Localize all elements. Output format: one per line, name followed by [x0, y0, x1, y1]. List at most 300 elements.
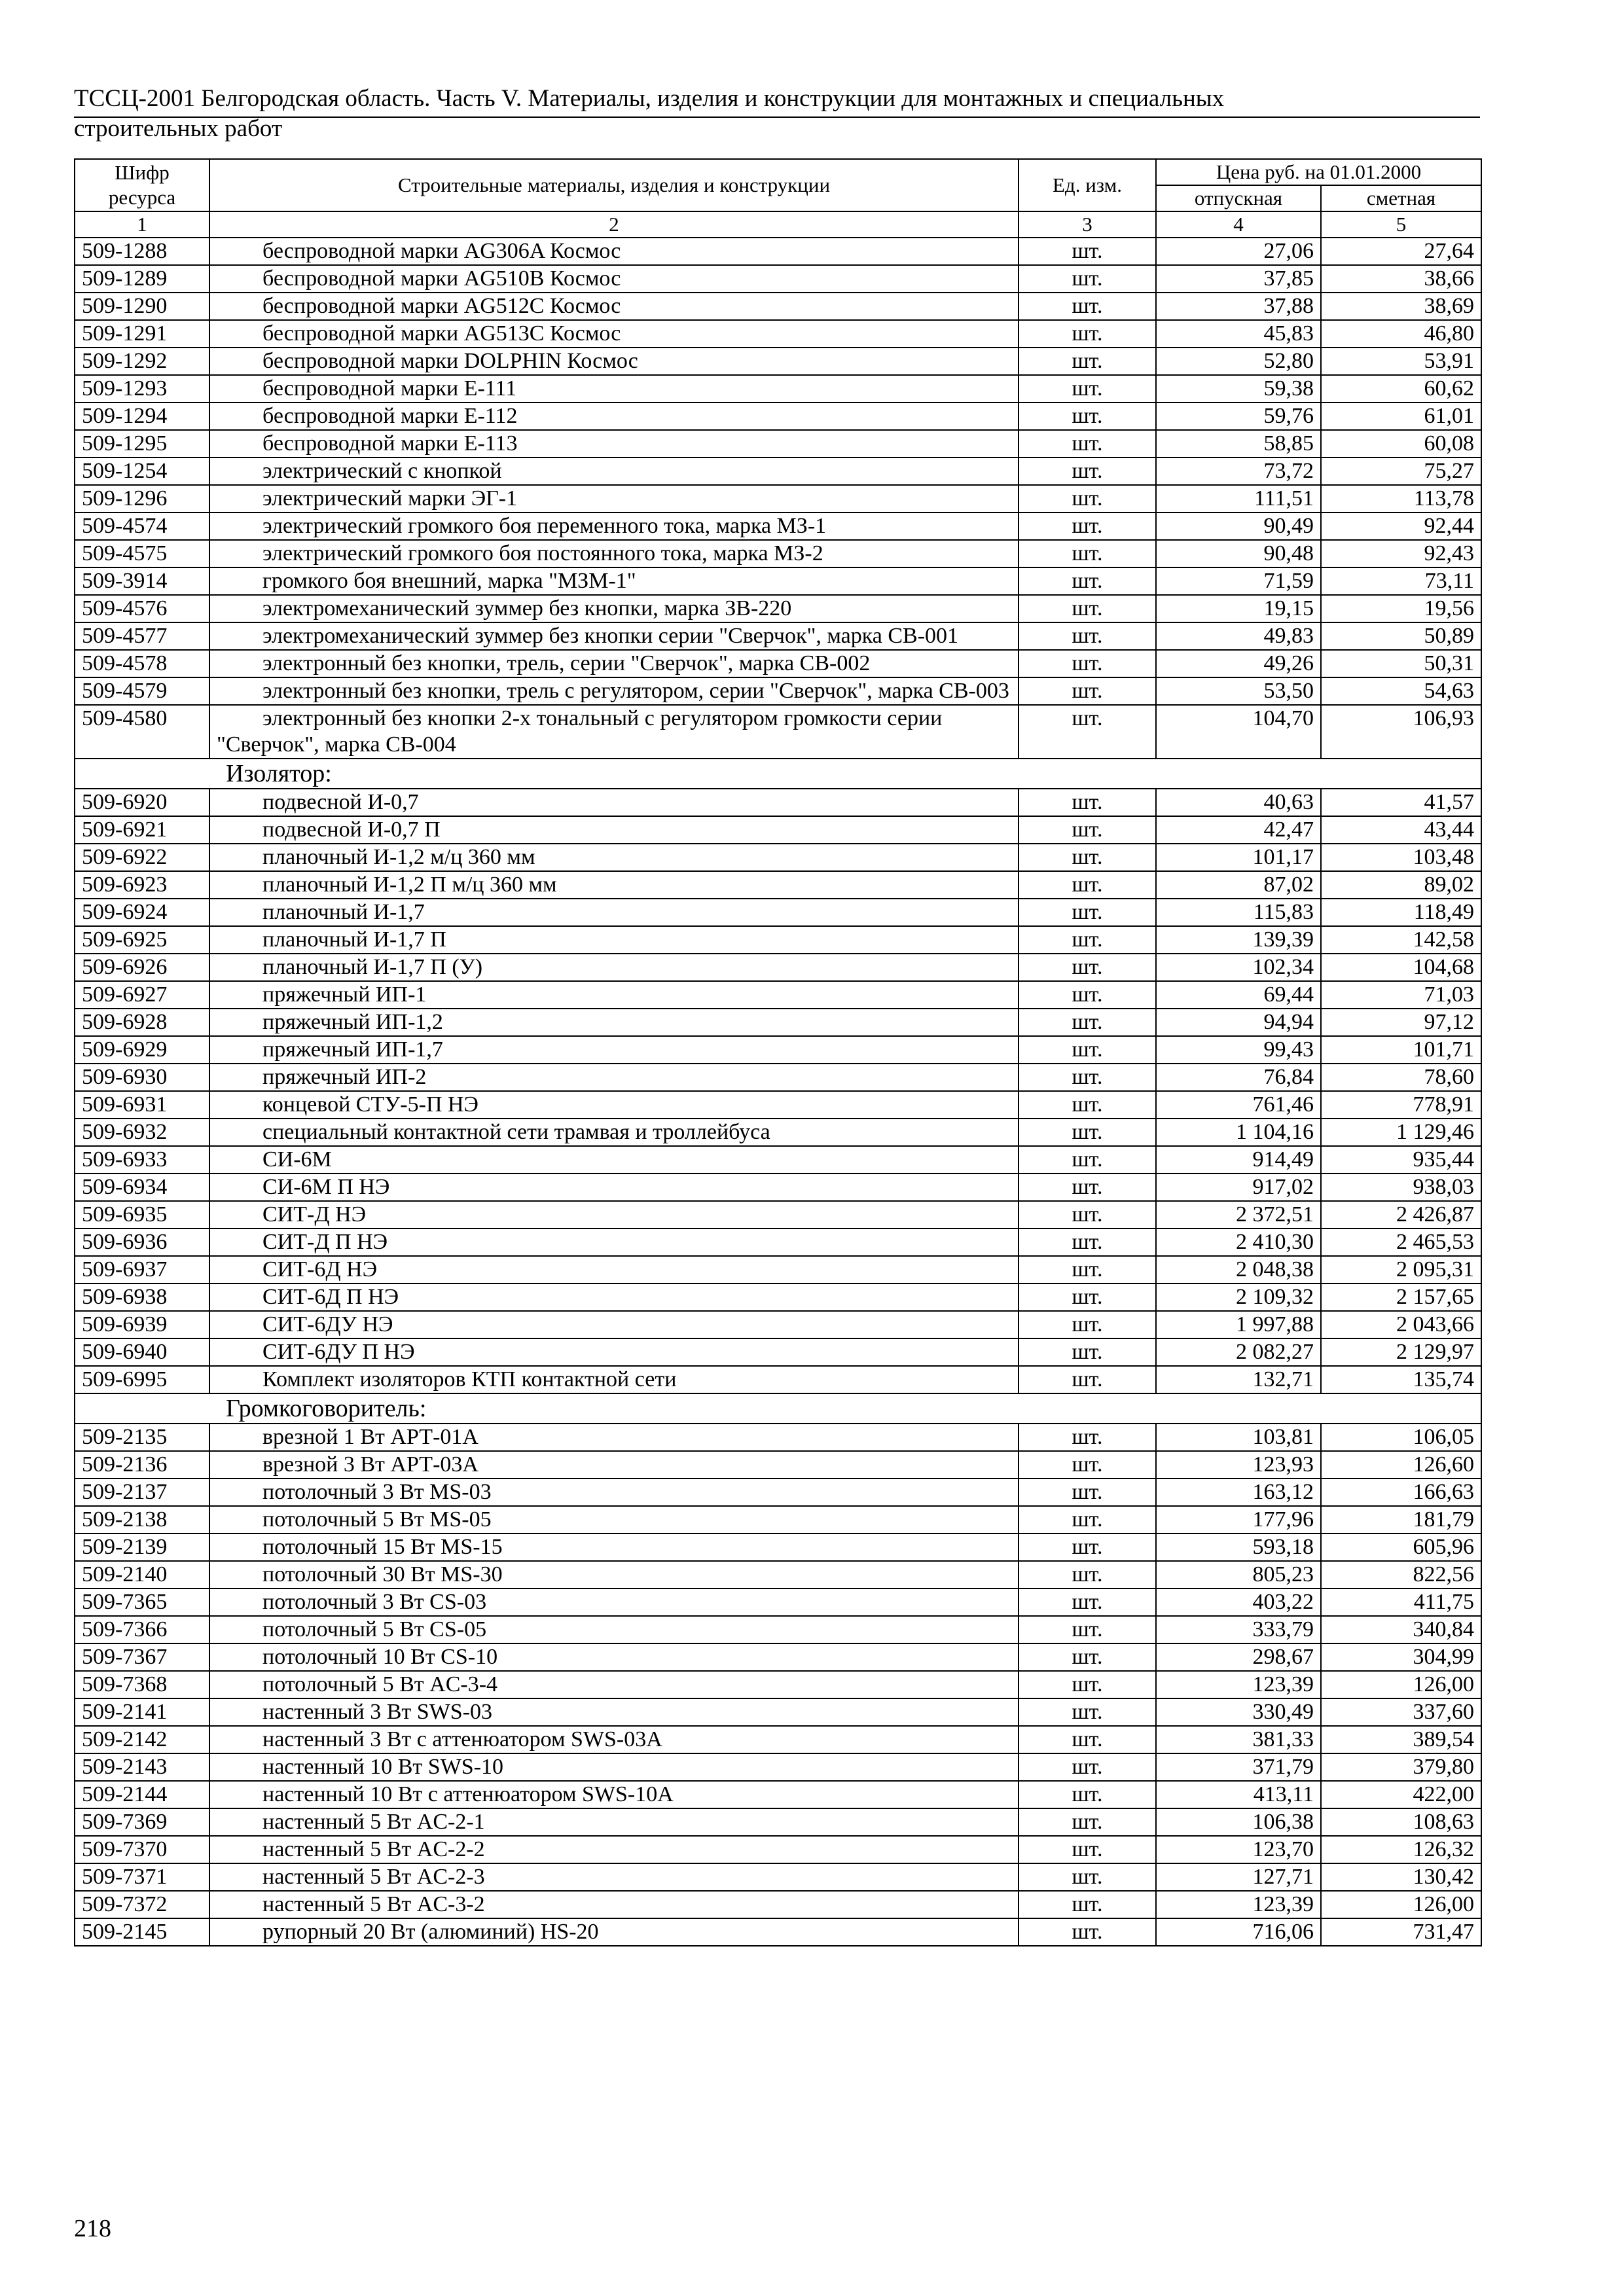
unit-cell: шт. [1019, 375, 1156, 403]
col-number: 2 [209, 211, 1019, 238]
table-row [75, 1643, 1481, 1671]
page-number: 218 [74, 2215, 111, 2242]
table-row [75, 1671, 1481, 1698]
resource-code: 509-6927 [75, 981, 209, 1009]
price-estimate: 75,27 [1321, 457, 1481, 485]
page-header [74, 84, 1480, 144]
table-row [75, 1283, 1481, 1311]
table-row [75, 1091, 1481, 1119]
resource-code: 509-6995 [75, 1366, 209, 1393]
item-name: пряжечный ИП-1,7 [209, 1036, 1019, 1064]
unit-cell: шт. [1019, 1036, 1156, 1064]
resource-code: 509-4574 [75, 512, 209, 540]
price-estimate: 2 157,65 [1321, 1283, 1481, 1311]
table-row [75, 1726, 1481, 1753]
price-estimate: 389,54 [1321, 1726, 1481, 1753]
unit-cell: шт. [1019, 238, 1156, 265]
item-name: СИТ-Д П НЭ [209, 1229, 1019, 1256]
price-sell: 76,84 [1156, 1064, 1321, 1091]
table-row [75, 1256, 1481, 1283]
item-name: планочный И-1,7 [209, 899, 1019, 926]
unit-cell: шт. [1019, 265, 1156, 293]
item-name: СИТ-6Д НЭ [209, 1256, 1019, 1283]
item-name: потолочный 3 Вт MS-03 [209, 1479, 1019, 1506]
price-sell: 59,38 [1156, 375, 1321, 403]
price-estimate: 126,00 [1321, 1671, 1481, 1698]
resource-code: 509-6932 [75, 1119, 209, 1146]
resource-code: 509-1293 [75, 375, 209, 403]
price-estimate: 142,58 [1321, 926, 1481, 954]
unit-cell: шт. [1019, 1201, 1156, 1229]
price-estimate: 2 426,87 [1321, 1201, 1481, 1229]
price-sell: 40,63 [1156, 789, 1321, 816]
table-row [75, 348, 1481, 375]
item-name: СИ-6М [209, 1146, 1019, 1174]
price-sell: 58,85 [1156, 430, 1321, 457]
price-estimate: 2 129,97 [1321, 1338, 1481, 1366]
resource-code: 509-2139 [75, 1534, 209, 1561]
item-name: беспроводной марки AG306A Космос [209, 238, 1019, 265]
price-estimate: 106,93 [1321, 705, 1481, 759]
price-sell: 104,70 [1156, 705, 1321, 759]
price-sell: 917,02 [1156, 1174, 1321, 1201]
unit-cell: шт. [1019, 1424, 1156, 1451]
table-row [75, 1753, 1481, 1781]
price-estimate: 731,47 [1321, 1918, 1481, 1946]
price-estimate: 97,12 [1321, 1009, 1481, 1036]
table-row [75, 1534, 1481, 1561]
unit-cell: шт. [1019, 1698, 1156, 1726]
col-header-code: Шифр ресурса [75, 159, 209, 211]
table-row [75, 844, 1481, 871]
resource-code: 509-4578 [75, 650, 209, 677]
price-sell: 330,49 [1156, 1698, 1321, 1726]
resource-code: 509-7367 [75, 1643, 209, 1671]
unit-cell: шт. [1019, 293, 1156, 320]
item-name: громкого боя внешний, марка "МЗМ-1" [209, 567, 1019, 595]
item-name: потолочный 30 Вт MS-30 [209, 1561, 1019, 1588]
price-estimate: 113,78 [1321, 485, 1481, 512]
col-number: 3 [1019, 211, 1156, 238]
price-estimate: 337,60 [1321, 1698, 1481, 1726]
price-sell: 99,43 [1156, 1036, 1321, 1064]
col-header-price: Цена руб. на 01.01.2000 [1156, 159, 1481, 185]
price-estimate: 50,89 [1321, 622, 1481, 650]
price-sell: 106,38 [1156, 1808, 1321, 1836]
item-name: СИТ-6ДУ П НЭ [209, 1338, 1019, 1366]
col-header-price-est: сметная [1321, 185, 1481, 211]
price-estimate: 103,48 [1321, 844, 1481, 871]
unit-cell: шт. [1019, 871, 1156, 899]
resource-code: 509-6929 [75, 1036, 209, 1064]
section-row [75, 1393, 1481, 1424]
resource-code: 509-6925 [75, 926, 209, 954]
column-numbers-row [75, 211, 1481, 238]
table-row [75, 567, 1481, 595]
item-name: потолочный 3 Вт CS-03 [209, 1588, 1019, 1616]
price-estimate: 53,91 [1321, 348, 1481, 375]
resource-code: 509-6921 [75, 816, 209, 844]
item-name: беспроводной марки E-112 [209, 403, 1019, 430]
item-name: подвесной И-0,7 П [209, 816, 1019, 844]
table-row [75, 705, 1481, 759]
resource-code: 509-1290 [75, 293, 209, 320]
resource-code: 509-1296 [75, 485, 209, 512]
price-sell: 49,83 [1156, 622, 1321, 650]
price-estimate: 73,11 [1321, 567, 1481, 595]
price-sell: 123,93 [1156, 1451, 1321, 1479]
resource-code: 509-2140 [75, 1561, 209, 1588]
price-sell: 45,83 [1156, 320, 1321, 348]
unit-cell: шт. [1019, 899, 1156, 926]
table-row [75, 1009, 1481, 1036]
unit-cell: шт. [1019, 1119, 1156, 1146]
price-sell: 94,94 [1156, 1009, 1321, 1036]
unit-cell: шт. [1019, 1091, 1156, 1119]
price-sell: 298,67 [1156, 1643, 1321, 1671]
price-sell: 761,46 [1156, 1091, 1321, 1119]
table-body [75, 238, 1481, 1946]
item-name: беспроводной марки E-113 [209, 430, 1019, 457]
table-row [75, 871, 1481, 899]
unit-cell: шт. [1019, 1918, 1156, 1946]
resource-code: 509-6937 [75, 1256, 209, 1283]
price-sell: 716,06 [1156, 1918, 1321, 1946]
price-estimate: 106,05 [1321, 1424, 1481, 1451]
price-estimate: 43,44 [1321, 816, 1481, 844]
price-sell: 87,02 [1156, 871, 1321, 899]
resource-code: 509-2137 [75, 1479, 209, 1506]
unit-cell: шт. [1019, 1671, 1156, 1698]
resource-code: 509-6920 [75, 789, 209, 816]
table-row [75, 1174, 1481, 1201]
item-name: СИТ-Д НЭ [209, 1201, 1019, 1229]
resource-code: 509-1288 [75, 238, 209, 265]
item-name: потолочный 5 Вт MS-05 [209, 1506, 1019, 1534]
resource-code: 509-6928 [75, 1009, 209, 1036]
unit-cell: шт. [1019, 1479, 1156, 1506]
price-estimate: 126,60 [1321, 1451, 1481, 1479]
unit-cell: шт. [1019, 1863, 1156, 1891]
resource-code: 509-6924 [75, 899, 209, 926]
resource-code: 509-2145 [75, 1918, 209, 1946]
item-name: беспроводной марки AG512C Космос [209, 293, 1019, 320]
table-row [75, 1064, 1481, 1091]
item-name: потолочный 10 Вт CS-10 [209, 1643, 1019, 1671]
unit-cell: шт. [1019, 1009, 1156, 1036]
unit-cell: шт. [1019, 320, 1156, 348]
resource-code: 509-1254 [75, 457, 209, 485]
resource-code: 509-7371 [75, 1863, 209, 1891]
item-name: беспроводной марки E-111 [209, 375, 1019, 403]
price-sell: 71,59 [1156, 567, 1321, 595]
price-estimate: 104,68 [1321, 954, 1481, 981]
unit-cell: шт. [1019, 512, 1156, 540]
resource-code: 509-6936 [75, 1229, 209, 1256]
price-sell: 19,15 [1156, 595, 1321, 622]
resource-code: 509-2135 [75, 1424, 209, 1451]
unit-cell: шт. [1019, 1726, 1156, 1753]
price-estimate: 92,43 [1321, 540, 1481, 567]
item-name: планочный И-1,7 П [209, 926, 1019, 954]
item-name: электрический марки ЭГ-1 [209, 485, 1019, 512]
price-sell: 49,26 [1156, 650, 1321, 677]
resource-code: 509-4575 [75, 540, 209, 567]
unit-cell: шт. [1019, 789, 1156, 816]
resource-code: 509-4580 [75, 705, 209, 759]
unit-cell: шт. [1019, 1506, 1156, 1534]
table-row [75, 1863, 1481, 1891]
item-name: электронный без кнопки, трель с регулятором, серии "Сверчок", марка СВ-003 [209, 677, 1019, 705]
resource-code: 509-6940 [75, 1338, 209, 1366]
resource-code: 509-7370 [75, 1836, 209, 1863]
item-name: настенный 10 Вт с аттенюатором SWS-10А [209, 1781, 1019, 1808]
resource-code: 509-1295 [75, 430, 209, 457]
item-name: электрический с кнопкой [209, 457, 1019, 485]
col-header-name: Строительные материалы, изделия и конструкции [209, 159, 1019, 211]
table-row [75, 1891, 1481, 1918]
price-sell: 403,22 [1156, 1588, 1321, 1616]
item-name: настенный 5 Вт AC-2-1 [209, 1808, 1019, 1836]
item-name: врезной 1 Вт АРТ-01А [209, 1424, 1019, 1451]
item-name: специальный контактной сети трамвая и троллейбуса [209, 1119, 1019, 1146]
table-row [75, 1836, 1481, 1863]
price-estimate: 2 095,31 [1321, 1256, 1481, 1283]
price-sell: 123,70 [1156, 1836, 1321, 1863]
resource-code: 509-1294 [75, 403, 209, 430]
unit-cell: шт. [1019, 1064, 1156, 1091]
price-sell: 132,71 [1156, 1366, 1321, 1393]
price-sell: 73,72 [1156, 457, 1321, 485]
item-name: настенный 5 Вт AC-3-2 [209, 1891, 1019, 1918]
price-estimate: 340,84 [1321, 1616, 1481, 1643]
price-estimate: 411,75 [1321, 1588, 1481, 1616]
price-sell: 123,39 [1156, 1671, 1321, 1698]
unit-cell: шт. [1019, 1451, 1156, 1479]
item-name: беспроводной марки AG510B Космос [209, 265, 1019, 293]
table-row [75, 485, 1481, 512]
unit-cell: шт. [1019, 622, 1156, 650]
price-sell: 42,47 [1156, 816, 1321, 844]
price-estimate: 778,91 [1321, 1091, 1481, 1119]
unit-cell: шт. [1019, 1256, 1156, 1283]
price-estimate: 60,08 [1321, 430, 1481, 457]
table-row [75, 899, 1481, 926]
price-sell: 111,51 [1156, 485, 1321, 512]
price-estimate: 126,00 [1321, 1891, 1481, 1918]
table-row [75, 954, 1481, 981]
unit-cell: шт. [1019, 816, 1156, 844]
price-estimate: 89,02 [1321, 871, 1481, 899]
table-row [75, 650, 1481, 677]
price-sell: 37,85 [1156, 265, 1321, 293]
table-row [75, 1479, 1481, 1506]
item-name: пряжечный ИП-1,2 [209, 1009, 1019, 1036]
price-estimate: 50,31 [1321, 650, 1481, 677]
unit-cell: шт. [1019, 1808, 1156, 1836]
unit-cell: шт. [1019, 677, 1156, 705]
table-row [75, 1451, 1481, 1479]
unit-cell: шт. [1019, 1534, 1156, 1561]
unit-cell: шт. [1019, 844, 1156, 871]
price-estimate: 126,32 [1321, 1836, 1481, 1863]
header-rule [74, 117, 1480, 118]
price-estimate: 27,64 [1321, 238, 1481, 265]
table-row [75, 981, 1481, 1009]
unit-cell: шт. [1019, 1643, 1156, 1671]
price-estimate: 38,66 [1321, 265, 1481, 293]
table-row [75, 677, 1481, 705]
table-row [75, 1036, 1481, 1064]
price-estimate: 71,03 [1321, 981, 1481, 1009]
resource-code: 509-1289 [75, 265, 209, 293]
price-estimate: 108,63 [1321, 1808, 1481, 1836]
item-name: Комплект изоляторов КТП контактной сети [209, 1366, 1019, 1393]
price-sell: 163,12 [1156, 1479, 1321, 1506]
price-sell: 37,88 [1156, 293, 1321, 320]
item-name: электромеханический зуммер без кнопки, марка ЗВ-220 [209, 595, 1019, 622]
price-estimate: 935,44 [1321, 1146, 1481, 1174]
item-name: настенный 5 Вт AC-2-2 [209, 1836, 1019, 1863]
price-sell: 1 104,16 [1156, 1119, 1321, 1146]
resource-code: 509-6933 [75, 1146, 209, 1174]
price-estimate: 135,74 [1321, 1366, 1481, 1393]
price-sell: 371,79 [1156, 1753, 1321, 1781]
resource-code: 509-7365 [75, 1588, 209, 1616]
table-row [75, 1808, 1481, 1836]
item-name: настенный 10 Вт SWS-10 [209, 1753, 1019, 1781]
item-name: электрический громкого боя постоянного тока, марка МЗ-2 [209, 540, 1019, 567]
price-sell: 69,44 [1156, 981, 1321, 1009]
price-sell: 139,39 [1156, 926, 1321, 954]
resource-code: 509-1291 [75, 320, 209, 348]
table-row [75, 1588, 1481, 1616]
price-estimate: 60,62 [1321, 375, 1481, 403]
table-row [75, 1781, 1481, 1808]
unit-cell: шт. [1019, 1229, 1156, 1256]
unit-cell: шт. [1019, 705, 1156, 759]
unit-cell: шт. [1019, 1781, 1156, 1808]
unit-cell: шт. [1019, 1753, 1156, 1781]
unit-cell: шт. [1019, 348, 1156, 375]
price-sell: 2 048,38 [1156, 1256, 1321, 1283]
price-estimate: 938,03 [1321, 1174, 1481, 1201]
col-header-unit: Ед. изм. [1019, 159, 1156, 211]
price-estimate: 822,56 [1321, 1561, 1481, 1588]
resource-code: 509-6930 [75, 1064, 209, 1091]
unit-cell: шт. [1019, 954, 1156, 981]
table-row [75, 1506, 1481, 1534]
table-row [75, 1616, 1481, 1643]
price-sell: 2 109,32 [1156, 1283, 1321, 1311]
resource-code: 509-7369 [75, 1808, 209, 1836]
price-sell: 593,18 [1156, 1534, 1321, 1561]
price-sell: 102,34 [1156, 954, 1321, 981]
price-sell: 1 997,88 [1156, 1311, 1321, 1338]
table-row [75, 595, 1481, 622]
unit-cell: шт. [1019, 595, 1156, 622]
unit-cell: шт. [1019, 650, 1156, 677]
price-estimate: 61,01 [1321, 403, 1481, 430]
unit-cell: шт. [1019, 457, 1156, 485]
table-row [75, 457, 1481, 485]
table-row [75, 403, 1481, 430]
table-row [75, 430, 1481, 457]
item-name: настенный 3 Вт с аттенюатором SWS-03А [209, 1726, 1019, 1753]
resource-code: 509-4577 [75, 622, 209, 650]
table-row [75, 238, 1481, 265]
resource-code: 509-2142 [75, 1726, 209, 1753]
resource-code: 509-2144 [75, 1781, 209, 1808]
item-name: настенный 3 Вт SWS-03 [209, 1698, 1019, 1726]
unit-cell: шт. [1019, 1311, 1156, 1338]
section-title-insulator: Изолятор: [75, 759, 1481, 789]
item-name: электронный без кнопки, трель, серии "Сверчок", марка СВ-002 [209, 650, 1019, 677]
price-estimate: 54,63 [1321, 677, 1481, 705]
unit-cell: шт. [1019, 981, 1156, 1009]
price-sell: 2 082,27 [1156, 1338, 1321, 1366]
resource-code: 509-2143 [75, 1753, 209, 1781]
price-estimate: 166,63 [1321, 1479, 1481, 1506]
price-sell: 177,96 [1156, 1506, 1321, 1534]
price-sell: 115,83 [1156, 899, 1321, 926]
item-name: планочный И-1,2 П м/ц 360 мм [209, 871, 1019, 899]
item-name: потолочный 5 Вт CS-05 [209, 1616, 1019, 1643]
col-number: 4 [1156, 211, 1321, 238]
header-title-line1: ТССЦ-2001 Белгородская область. Часть V. Материалы, изделия и конструкции для монтажных и специальных [74, 85, 1225, 112]
table-row [75, 1311, 1481, 1338]
table-row [75, 1146, 1481, 1174]
price-estimate: 78,60 [1321, 1064, 1481, 1091]
unit-cell: шт. [1019, 1891, 1156, 1918]
price-estimate: 181,79 [1321, 1506, 1481, 1534]
item-name: пряжечный ИП-2 [209, 1064, 1019, 1091]
table-row [75, 512, 1481, 540]
price-sell: 101,17 [1156, 844, 1321, 871]
price-estimate: 304,99 [1321, 1643, 1481, 1671]
price-sell: 127,71 [1156, 1863, 1321, 1891]
resource-code: 509-6922 [75, 844, 209, 871]
unit-cell: шт. [1019, 1146, 1156, 1174]
price-sell: 413,11 [1156, 1781, 1321, 1808]
price-sell: 90,49 [1156, 512, 1321, 540]
item-name: планочный И-1,2 м/ц 360 мм [209, 844, 1019, 871]
resource-code: 509-2141 [75, 1698, 209, 1726]
resource-code: 509-6934 [75, 1174, 209, 1201]
resource-code: 509-4579 [75, 677, 209, 705]
price-sell: 914,49 [1156, 1146, 1321, 1174]
resource-code: 509-7366 [75, 1616, 209, 1643]
item-name: СИТ-6Д П НЭ [209, 1283, 1019, 1311]
unit-cell: шт. [1019, 1616, 1156, 1643]
table-row [75, 789, 1481, 816]
price-sell: 59,76 [1156, 403, 1321, 430]
resource-code: 509-6923 [75, 871, 209, 899]
price-estimate: 1 129,46 [1321, 1119, 1481, 1146]
item-name: подвесной И-0,7 [209, 789, 1019, 816]
resource-code: 509-6939 [75, 1311, 209, 1338]
item-name: беспроводной марки DOLPHIN Космос [209, 348, 1019, 375]
price-estimate: 130,42 [1321, 1863, 1481, 1891]
price-estimate: 38,69 [1321, 293, 1481, 320]
price-estimate: 422,00 [1321, 1781, 1481, 1808]
price-sell: 381,33 [1156, 1726, 1321, 1753]
table-row [75, 293, 1481, 320]
unit-cell: шт. [1019, 1836, 1156, 1863]
price-estimate: 379,80 [1321, 1753, 1481, 1781]
resource-code: 509-6926 [75, 954, 209, 981]
resource-code: 509-6935 [75, 1201, 209, 1229]
